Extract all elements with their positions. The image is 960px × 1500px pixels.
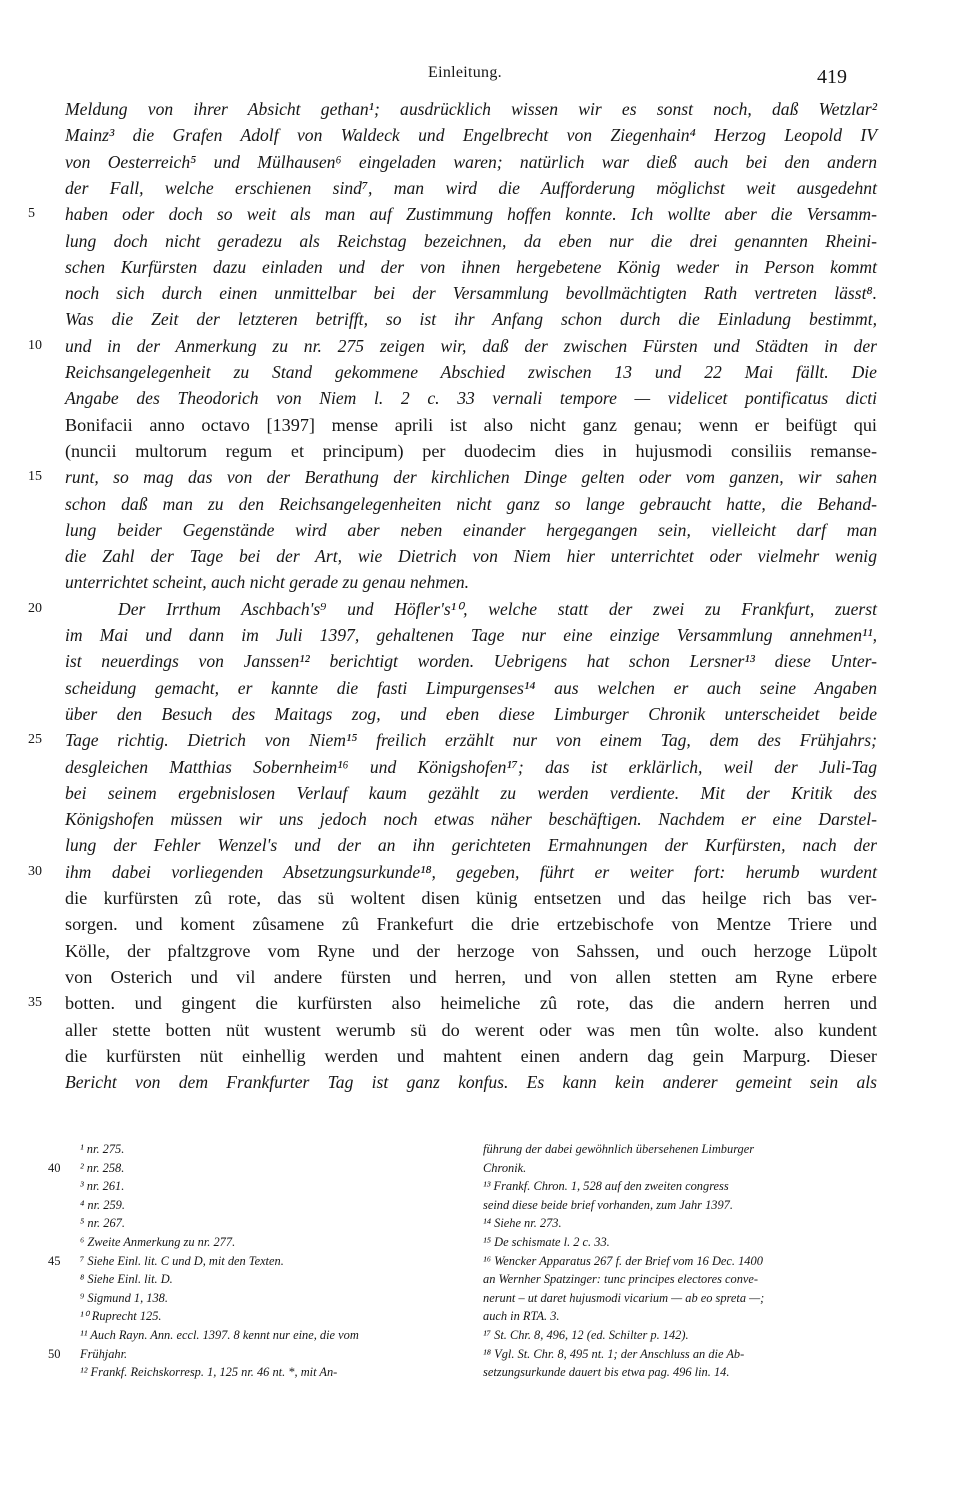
text-line: lung der Fehler Wenzel's und der an ihn gerichteten Ermahnungen der Kurfürsten, nach der [65,835,877,856]
footnote-line: auch in RTA. 3. [483,1309,560,1324]
text-line: von Osterich und vil andere fürsten und herren, und von allen stetten am Ryne erbere [65,966,877,987]
text-line: über den Besuch des Maitags zog, und eben diese Limburger Chronik unterscheidet beide [65,703,877,724]
text-line: desgleichen Matthias Sobernheim¹⁶ und Königshofen¹⁷; das ist erklärlich, weil der Juli-Tag [65,756,877,777]
footnote-line: an Wernher Spatzinger: tunc principes electores conve- [483,1272,759,1287]
text-line: noch sich durch einen unmittelbar bei der Versammlung bevollmächtigten Rath vertreten lässt⁸. [65,283,877,304]
footnote-line: seind diese beide brief vorhanden, zum Jahr 1397. [483,1197,733,1212]
text-line: der Fall, welche erschienen sind⁷, man wird die Aufforderung möglichst weit ausgedehnt [65,177,877,198]
footnote-line: ¹ nr. 275. [80,1142,125,1156]
text-line: Bonifacii anno octavo [1397] mense aprili ist also nicht ganz genau; wenn er beifügt qui [65,414,877,435]
footnote-line: ¹⁶ Wencker Apparatus 267 f. der Brief vom 16 Dec. 1400 [483,1253,763,1268]
text-line: Mainz³ die Grafen Adolf von Waldeck und Engelbrecht von Ziegenhain⁴ Herzog Leopold IV [65,125,877,146]
text-line: und in der Anmerkung zu nr. 275 zeigen wir, daß der zwischen Fürsten und Städten in der [65,335,877,356]
page-number: 419 [817,66,847,88]
footnote-line: ³ nr. 261. [80,1179,125,1194]
footnote-line: ¹⁵ De schismate l. 2 c. 33. [483,1235,610,1249]
text-line: Der Irrthum Aschbach's⁹ und Höfler's¹⁰, welche statt der zwei zu Frankfurt, zuerst [118,598,877,619]
text-line: ihm dabei vorliegenden Absetzungsurkunde¹⁸, gegeben, führt er weiter fort: herumb wurdent [65,861,877,882]
footnote-line-number: 40 [48,1160,61,1175]
text-line: Meldung von ihrer Absicht gethan¹; ausdrücklich wissen wir es sonst noch, daß Wetzlar² [65,99,877,119]
text-line: haben oder doch so weit als man auf Zustimmung hoffen konnte. Ich wollte aber die Versamm- [65,204,877,225]
text-line: schon daß man zu den Reichsangelegenheiten nicht ganz so lange gebraucht hatte, die Behand- [65,493,877,514]
text-line: aller stette botten nüt wustent werumb sü do werent oder was men tûn wolte. also kundent [65,1019,877,1040]
footnote-line: ¹² Frankf. Reichskorresp. 1, 125 nr. 46 nt. *, mit An- [80,1365,338,1380]
text-line: Reichsangelegenheit zu Stand gekommene Abschied zwischen 13 und 22 Mai fällt. Die [65,362,877,382]
text-line: ist neuerdings von Janssen¹² berichtigt worden. Uebrigens hat schon Lersner¹³ diese Unter- [65,651,877,672]
text-line: unterrichtet scheint, auch nicht gerade zu genau nehmen. [65,572,470,593]
text-line: scheidung gemacht, er kannte die fasti Limpurgenses¹⁴ aus welchen er auch seine Angaben [65,677,877,698]
text-line: lung beider Gegenstände wird aber neben einander hergegangen sein, vielleicht darf man [65,519,877,540]
footnote-line: ¹⁴ Siehe nr. 273. [483,1216,562,1231]
footnote-line-number: 50 [48,1346,61,1361]
footnote-line: Chronik. [483,1160,527,1175]
text-line: Bericht von dem Frankfurter Tag ist ganz konfus. Es kann kein anderer gemeint sein als [65,1072,877,1093]
line-number: 25 [28,732,42,748]
footnote-line: führung der dabei gewöhnlich übersehenen Limburger [483,1142,755,1156]
footnote-line: Frühjahr. [80,1346,128,1361]
line-number: 10 [28,337,42,353]
line-number: 15 [28,469,42,485]
footnote-line-number: 45 [48,1253,61,1268]
text-line: die kurfürsten zû rote, das sü woltent disen künig entsetzen und das heilge rich bas ver- [65,888,877,908]
footnote-line: ¹⁸ Vgl. St. Chr. 8, 495 nt. 1; der Anschluss an die Ab- [483,1346,745,1361]
text-line: Was die Zeit der letzteren betrifft, so ist ihr Anfang schon durch die Einladung bestimmt, [65,309,877,330]
text-line: runt, so mag das von der Berathung der kirchlichen Dinge gelten oder vom ganzen, wir sahen [65,467,877,488]
text-line: Tage richtig. Dietrich von Niem¹⁵ freilich erzählt nur von einem Tag, dem des Frühjahrs; [65,730,877,751]
text-line: botten. und gingent die kurfürsten also heimeliche zû rote, das die andern herren und [65,993,877,1014]
line-number: 20 [28,600,42,616]
line-number: 30 [28,863,42,879]
text-line: Angabe des Theodorich von Niem l. 2 c. 33 vernali tempore — videlicet pontificatus dicti [65,388,877,409]
line-number: 35 [28,995,42,1011]
footnote-line: ¹³ Frankf. Chron. 1, 528 auf den zweiten congress [483,1179,729,1194]
footnote-line: ¹⁷ St. Chr. 8, 496, 12 (ed. Schilter p. 142). [483,1328,689,1342]
text-line: sorgen. und koment zûsamene zû Frankefurt die drie ertzebischofe von Mentze Triere und [65,914,877,935]
footnote-line: ⁴ nr. 259. [80,1197,125,1212]
footnote-line: ⁸ Siehe Einl. lit. D. [80,1272,173,1287]
text-line: Königshofen müssen wir uns jedoch noch etwas näher beschäftigen. Nachdem er eine Darstel- [65,809,877,830]
footnote-line: ⁶ Zweite Anmerkung zu nr. 277. [80,1235,236,1249]
text-line: von Oesterreich⁵ und Mülhausen⁶ eingeladen waren; natürlich war dieß auch bei den andern [65,151,877,172]
footnote-line: ⁷ Siehe Einl. lit. C und D, mit den Texten. [80,1253,284,1268]
footnote-line: ⁹ Sigmund 1, 138. [80,1290,168,1305]
text-line: schen Kurfürsten dazu einladen und der von ihnen hergebetene König weder in Person kommt [65,256,877,277]
text-line: (nuncii multorum regum et principum) per duodecim dies in hujusmodi consiliis remanse- [65,440,877,461]
text-line: Kölle, der pfaltzgrove vom Ryne und der herzoge von Sahssen, und ouch herzoge Lüpolt [65,940,877,961]
footnote-line: nerunt – ut daret hujusmodi vicarium — ab eo spreta —; [483,1290,765,1305]
footnote-line: ¹⁰ Ruprecht 125. [80,1309,162,1324]
header-title: Einleitung. [428,64,502,81]
footnote-line: ⁵ nr. 267. [80,1216,125,1231]
text-line: die Zahl der Tage bei der Art, wie Dietrich von Niem hier unterrichtet oder vielmehr wenig [65,546,877,567]
running-header [0,62,960,92]
text-line: im Mai und dann im Juli 1397, gehaltenen Tage nur eine einzige Versammlung annehmen¹¹, [65,625,877,645]
footnote-line: setzungsurkunde dauert bis etwa pag. 496 lin. 14. [483,1365,730,1380]
footnote-line: ² nr. 258. [80,1160,125,1175]
text-line: lung doch nicht geradezu als Reichstag bezeichnen, da eben nur die drei genannten Rheini- [65,230,877,251]
line-number: 5 [28,206,35,222]
text-line: die kurfürsten nüt einhellig werden und mahtent einen andern dag gein Marpurg. Dieser [65,1045,877,1066]
footnote-line: ¹¹ Auch Rayn. Ann. eccl. 1397. 8 kennt nur eine, die vom [80,1328,359,1342]
text-line: bei seinem ergebnislosen Verlauf kaum gezählt zu werden verdiente. Mit der Kritik des [65,782,877,803]
footnotes [0,1140,960,1430]
